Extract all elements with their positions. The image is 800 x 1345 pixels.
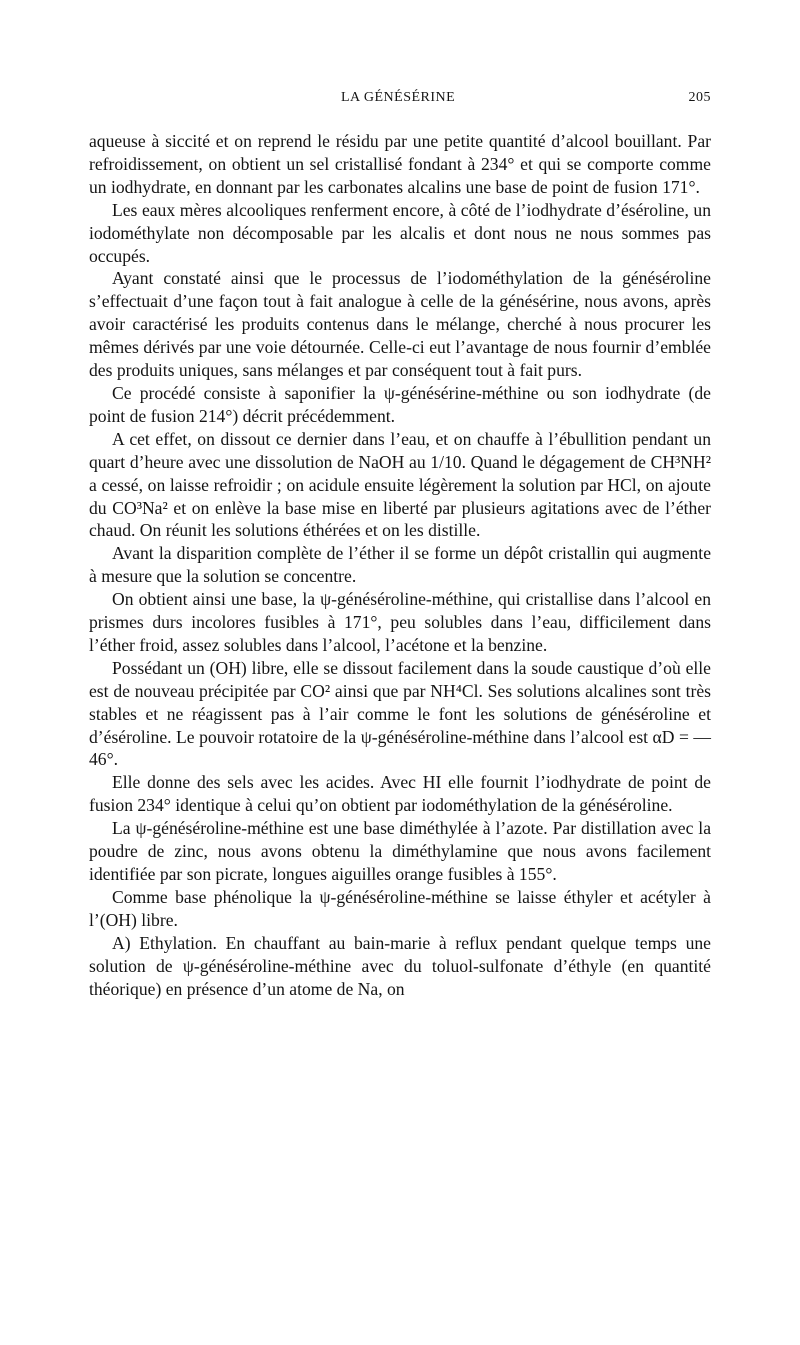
running-header — [89, 90, 711, 110]
paragraph: aqueuse à siccité et on reprend le résidu par une petite quantité d’alcool bouillant. Par refroidissement, on obtient un sel cristallisé fondant à 234° et qui se comporte comme un iodhydrate, en donnant par les carbonates alcalins une base de point de fusion 171°. — [89, 131, 711, 197]
paragraph: Ce procédé consiste à saponifier la ψ-génésérine-méthine ou son iodhydrate (de point de fusion 214°) décrit précédemment. — [89, 382, 711, 426]
paragraph: Les eaux mères alcooliques renferment encore, à côté de l’iodhydrate d’éséroline, un iodométhylate non décomposable par les alcalis et dont nous ne nous sommes pas occupés. — [89, 199, 711, 266]
paragraph: Ayant constaté ainsi que le processus de l’iodométhylation de la généséroline s’effectuait d’une façon tout à fait analogue à celle de la génésérine, nous avons, après avoir caractérisé les produits contenus dans le mélange, cherché à nous procurer les mêmes dérivés par une voie détournée. Celle-ci eut l’avantage de nous fournir d’emblée des produits uniques, sans mélanges et par conséquent tout à fait purs. — [89, 268, 711, 381]
page-number: 205 — [688, 90, 711, 105]
paragraph: On obtient ainsi une base, la ψ-généséroline-méthine, qui cristallise dans l’alcool en prismes durs incolores fusibles à 171°, peu solubles dans l’eau, difficilement dans l’éther froid, assez solubles dans l’alcool, l’acétone et la benzine. — [89, 589, 711, 655]
paragraph: A) Ethylation. En chauffant au bain-marie à reflux pendant quelque temps une solution de ψ-généséroline-méthine avec du toluol-sulfonate d’éthyle (en quantité théorique) en présence d’un atome de Na, on — [89, 932, 711, 999]
paragraph: Avant la disparition complète de l’éther il se forme un dépôt cristallin qui augmente à mesure que la solution se concentre. — [89, 543, 711, 587]
body-text — [89, 130, 711, 1000]
paragraph: Comme base phénolique la ψ-généséroline-méthine se laisse éthyler et acétyler à l’(OH) libre. — [89, 886, 711, 930]
paragraph: La ψ-généséroline-méthine est une base diméthylée à l’azote. Par distillation avec la poudre de zinc, nous avons obtenu la diméthylamine que nous avons facilement identifiée par son picrate, longues aiguilles orange fusibles à 155°. — [89, 818, 711, 884]
paragraph: A cet effet, on dissout ce dernier dans l’eau, et on chauffe à l’ébullition pendant un quart d’heure avec une dissolution de NaOH au 1/10. Quand le dégagement de CH³NH² a cessé, on laisse refroidir ; on acidule ensuite légèrement la solution par HCl, on ajoute du CO³Na² et on enlève la base mise en liberté par plusieurs agitations avec de l’éther chaud. On réunit les solutions éthérées et on les distille. — [89, 428, 711, 541]
paragraph: Possédant un (OH) libre, elle se dissout facilement dans la soude caustique d’où elle est de nouveau précipitée par CO² ainsi que par NH⁴Cl. Ses solutions alcalines sont très stables et ne réagissent pas à l’air comme le font les solutions de généséroline et d’éséroline. Le pouvoir rotatoire de la ψ-généséroline-méthine dans l’alcool est αD = — 46°. — [89, 657, 711, 770]
paragraph: Elle donne des sels avec les acides. Avec HI elle fournit l’iodhydrate de point de fusion 234° identique à celui qu’on obtient par iodométhylation de la généséroline. — [89, 772, 711, 816]
running-title: LA GÉNÉSÉRINE — [341, 90, 456, 105]
